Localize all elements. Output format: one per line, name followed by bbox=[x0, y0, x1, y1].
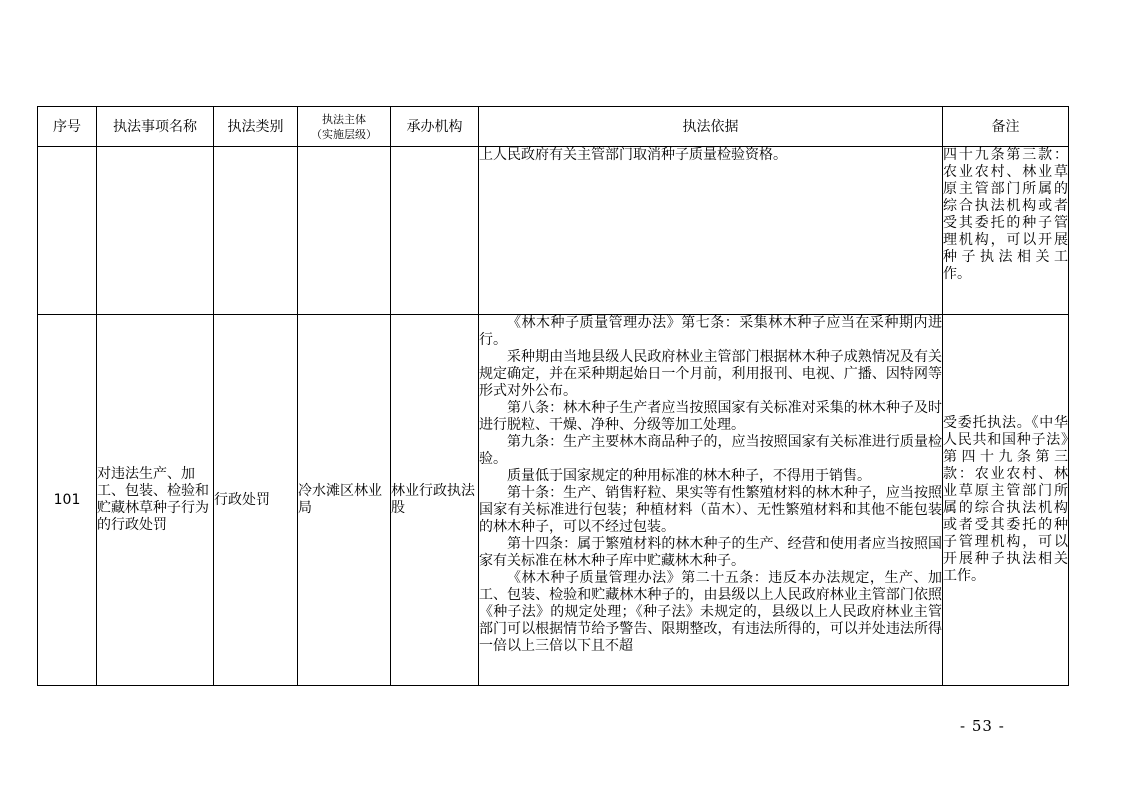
row-remarks: 受委托执法。《中华人民共和国种子法》第四十九条第三款：农业农村、林业草原主管部门所属的综合执法机构或者受其委托的种子管理机构，可以开展种子执法相关工作。 bbox=[943, 315, 1069, 686]
row-subject bbox=[298, 147, 391, 315]
basis-paragraph: 第十条：生产、销售籽粒、果实等有性繁殖材料的林木种子，应当按照国家有关标准进行包装；种植材料（苗木）、无性繁殖材料和其他不能包装的林木种子，可以不经过包装。 bbox=[479, 485, 942, 535]
header-item-name: 执法事项名称 bbox=[97, 107, 214, 147]
header-subject-line2: （实施层级） bbox=[311, 127, 377, 141]
header-basis: 执法依据 bbox=[479, 107, 943, 147]
row-item-name: 对违法生产、加工、包装、检验和贮藏林草种子行为的行政处罚 bbox=[97, 315, 214, 686]
header-agency: 承办机构 bbox=[391, 107, 479, 147]
header-remarks: 备注 bbox=[943, 107, 1069, 147]
row-seq: 101 bbox=[38, 315, 97, 686]
table-header-row bbox=[38, 107, 1069, 147]
basis-paragraph: 采种期由当地县级人民政府林业主管部门根据林木种子成熟情况及有关规定确定，并在采种期起始日一个月前，利用报刊、电视、广播、因特网等形式对外公布。 bbox=[479, 349, 942, 399]
enforcement-table bbox=[37, 106, 1069, 686]
basis-paragraph: 《林木种子质量管理办法》第二十五条：违反本办法规定，生产、加工、包装、检验和贮藏林木种子的，由县级以上人民政府林业主管部门依照《种子法》的规定处理；《种子法》未规定的，县级以上人民政府林业主管部门可以根据情节给予警告、限期整改，有违法所得的，可以并处违法所得一倍以上三倍以下且不超 bbox=[479, 570, 942, 654]
header-subject bbox=[298, 107, 391, 147]
page-number: - 53 - bbox=[960, 717, 1005, 735]
basis-paragraph: 上人民政府有关主管部门取消种子质量检验资格。 bbox=[479, 147, 787, 163]
basis-paragraph: 第十四条：属于繁殖材料的林木种子的生产、经营和使用者应当按照国家有关标准在林木种子库中贮藏林木种子。 bbox=[479, 536, 942, 569]
table-row bbox=[38, 147, 1069, 315]
row-category bbox=[214, 147, 298, 315]
row-basis bbox=[479, 315, 943, 686]
row-seq bbox=[38, 147, 97, 315]
header-seq: 序号 bbox=[38, 107, 97, 147]
row-subject: 冷水滩区林业局 bbox=[298, 315, 391, 686]
basis-paragraph: 第八条：林木种子生产者应当按照国家有关标准对采集的林木种子及时进行脱粒、干燥、净种、分级等加工处理。 bbox=[479, 400, 942, 433]
basis-paragraph: 质量低于国家规定的种用标准的林木种子，不得用于销售。 bbox=[507, 468, 871, 484]
row-basis bbox=[479, 147, 943, 315]
basis-paragraph: 第九条：生产主要林木商品种子的，应当按照国家有关标准进行质量检验。 bbox=[479, 434, 942, 467]
row-agency: 林业行政执法股 bbox=[391, 315, 479, 686]
basis-paragraph: 《林木种子质量管理办法》第七条：采集林木种子应当在采种期内进行。 bbox=[479, 315, 942, 348]
row-category: 行政处罚 bbox=[214, 315, 298, 686]
table-row bbox=[38, 315, 1069, 686]
header-category: 执法类别 bbox=[214, 107, 298, 147]
row-item-name bbox=[97, 147, 214, 315]
row-remarks: 四十九条第三款：农业农村、林业草原主管部门所属的综合执法机构或者受其委托的种子管理机构，可以开展种子执法相关工作。 bbox=[943, 147, 1069, 315]
header-subject-line1: 执法主体 bbox=[322, 112, 366, 126]
row-agency bbox=[391, 147, 479, 315]
